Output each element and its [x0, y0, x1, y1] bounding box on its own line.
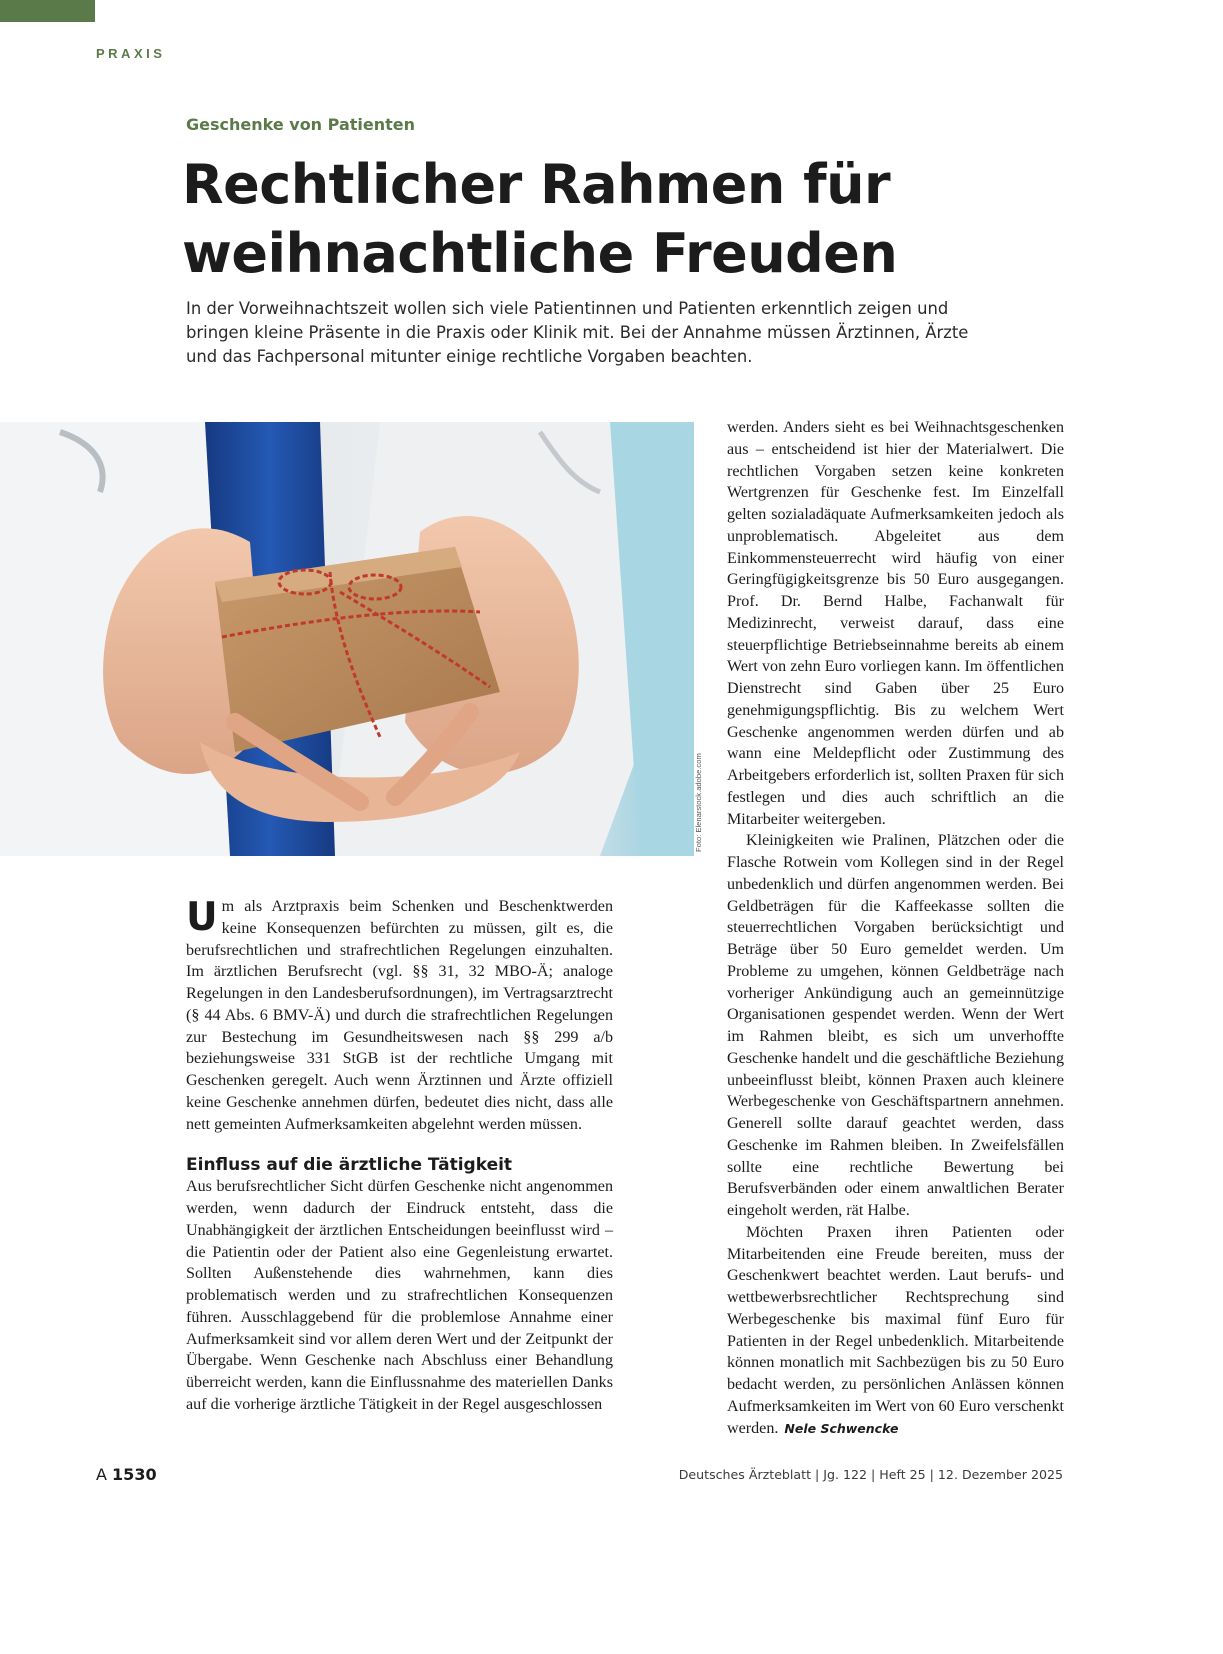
article-kicker: Geschenke von Patienten	[186, 115, 415, 134]
article-subhead: Einfluss auf die ärztliche Tätigkeit	[186, 1155, 513, 1176]
paragraph-gifts-to-patients-text: Möchten Praxen ihren Patienten oder Mitarbeitenden eine Freude bereiten, muss der Geschenkwert beachtet werden. Laut berufs- und wettbewerbsrechtlicher Rechtsprechung sind Werbegeschenke bis maximal fünf Euro für Patienten in der Regel unbedenklich. Mitarbeitende können monatlich mit Sachbezügen bis zu 50 Euro bedacht werden, zu persönlichen Anlässen können Aufmerksamkeiten im Wert von 60 Euro verschenkt werden.	[727, 1223, 1064, 1437]
page-number	[96, 1465, 157, 1484]
paragraph-small-gifts: Kleinigkeiten wie Pralinen, Plätzchen oder die Flasche Rotwein vom Kollegen sind in der Regel unbedenklich und dürfen angenommen werden. Bei Geldbeträgen für die Kaffeekasse sollten die steuerrechtlichen Vorgaben berücksichtigt und Beträge über 50 Euro gemeldet werden. Um Probleme zu umgehen, können Geldbeträge nach vorheriger Ankündigung auch an gemeinnützige Organisationen gespendet werden. Wenn der Wert im Rahmen bleibt, es sich um unverhoffte Geschenke handelt und die geschäftliche Beziehung unbeeinflusst bleibt, können Praxen auch kleinere Werbegeschenke von Geschäftspartnern annehmen. Generell sollte darauf geachtet werden, dass Geschenke im Rahmen bleiben. In Zweifelsfällen sollte eine rechtliche Bewertung bei Berufsverbänden oder einem anwaltlichen Berater eingeholt werden, rät Halbe.	[727, 832, 1064, 1219]
article-headline	[182, 150, 897, 288]
paragraph-gifts-to-patients	[727, 1222, 1064, 1440]
paragraph-value: werden. Anders sieht es bei Weihnachtsgeschenken aus – entscheidend ist hier der Materialwert. Die rechtlichen Vorgaben setzen keine konkreten Wertgrenzen für Geschenke fest. Im Einzelfall gelten sozialadäquate Aufmerksamkeiten jedoch als unproblematisch. Abgeleitet aus dem Einkommensteuerrecht wird häufig von einer Geringfügigkeitsgrenze bis 50 Euro ausgegangen. Prof. Dr. Bernd Halbe, Fachanwalt für Medizinrecht, verweist darauf, dass eine steuerpflichtige Betriebseinnahme bereits ab einem Wert von zehn Euro vorliegen kann. Im öffentlichen Dienstrecht sind Gaben über 25 Euro genehmigungspflichtig. Bis zu welchem Wert Geschenke angenommen werden dürfen und ab wann eine Meldepflicht oder Zustimmung des Arbeitgebers erforderlich ist, sollten Praxen für sich festlegen und dies auch schriftlich an die Mitarbeiter weitergeben.	[727, 419, 1064, 828]
paragraph-influence: Aus berufsrechtlicher Sicht dürfen Geschenke nicht angenommen werden, wenn dadurch der Eindruck entsteht, dass die Unabhängigkeit der ärztlichen Entscheidungen beeinflusst wird – die Patientin oder der Patient also eine Gegenleistung erwartet. Sollten Außenstehende dies wahrnehmen, kann dies problematisch werden und zu strafrechtlichen Konsequenzen führen. Ausschlaggebend für die problemlose Annahme einer Aufmerksamkeit sind vor allem deren Wert und der Zeitpunkt der Übergabe. Wenn Geschenke nach Abschluss einer Behandlung überreicht werden, kann die Einflussnahme des materiellen Danks auf die vorherige ärztliche Tätigkeit in der Regel ausgeschlossen	[186, 1178, 613, 1413]
headline-line-2: weihnachtliche Freuden	[182, 222, 898, 285]
section-label: PRAXIS	[96, 46, 166, 61]
article-column-left	[186, 896, 613, 1416]
section-color-bar	[0, 0, 95, 22]
drop-cap: U	[186, 895, 218, 940]
page-prefix: A	[96, 1465, 107, 1484]
gift-photo	[0, 422, 694, 856]
paragraph-intro-text: m als Arztpraxis beim Schenken und Beschenktwerden keine Konsequenzen befürchten zu müssen, gilt es, die berufsrechtlichen und strafrechtlichen Regelungen einzuhalten. Im ärztlichen Berufsrecht (vgl. §§ 31, 32 MBO-Ä; analoge Regelungen in den Landesberufsordnungen), im Vertragsarztrecht (§ 44 Abs. 6 BMV-Ä) und durch die strafrechtlichen Regelungen zur Bestechung im Gesundheitswesen nach §§ 299 a/b beziehungsweise 331 StGB ist der rechtliche Umgang mit Geschenken geregelt. Auch wenn Ärztinnen und Ärzte offiziell keine Geschenke annehmen dürfen, bedeutet dies nicht, dass alle nett gemeinten Aufmerksamkeiten abgelehnt werden müssen.	[186, 898, 613, 1133]
article-lead: In der Vorweihnachtszeit wollen sich viele Patientinnen und Patienten erkenntlich zeigen und bringen kleine Präsente in die Praxis oder Klinik mit. Bei der Annahme müssen Ärztinnen, Ärzte und das Fachpersonal mitunter einige rechtliche Vorgaben beachten.	[186, 299, 969, 366]
publication-info: Deutsches Ärzteblatt | Jg. 122 | Heft 25 | 12. Dezember 2025	[678, 1467, 1063, 1482]
author-name: Nele Schwencke	[784, 1420, 899, 1436]
paragraph-intro	[186, 896, 613, 1135]
page-number-value: 1530	[112, 1465, 157, 1484]
article-column-right	[727, 417, 1064, 1439]
headline-line-1: Rechtlicher Rahmen für	[182, 153, 891, 216]
photo-credit: Foto: Elenarstock.adobe.com	[694, 753, 703, 852]
